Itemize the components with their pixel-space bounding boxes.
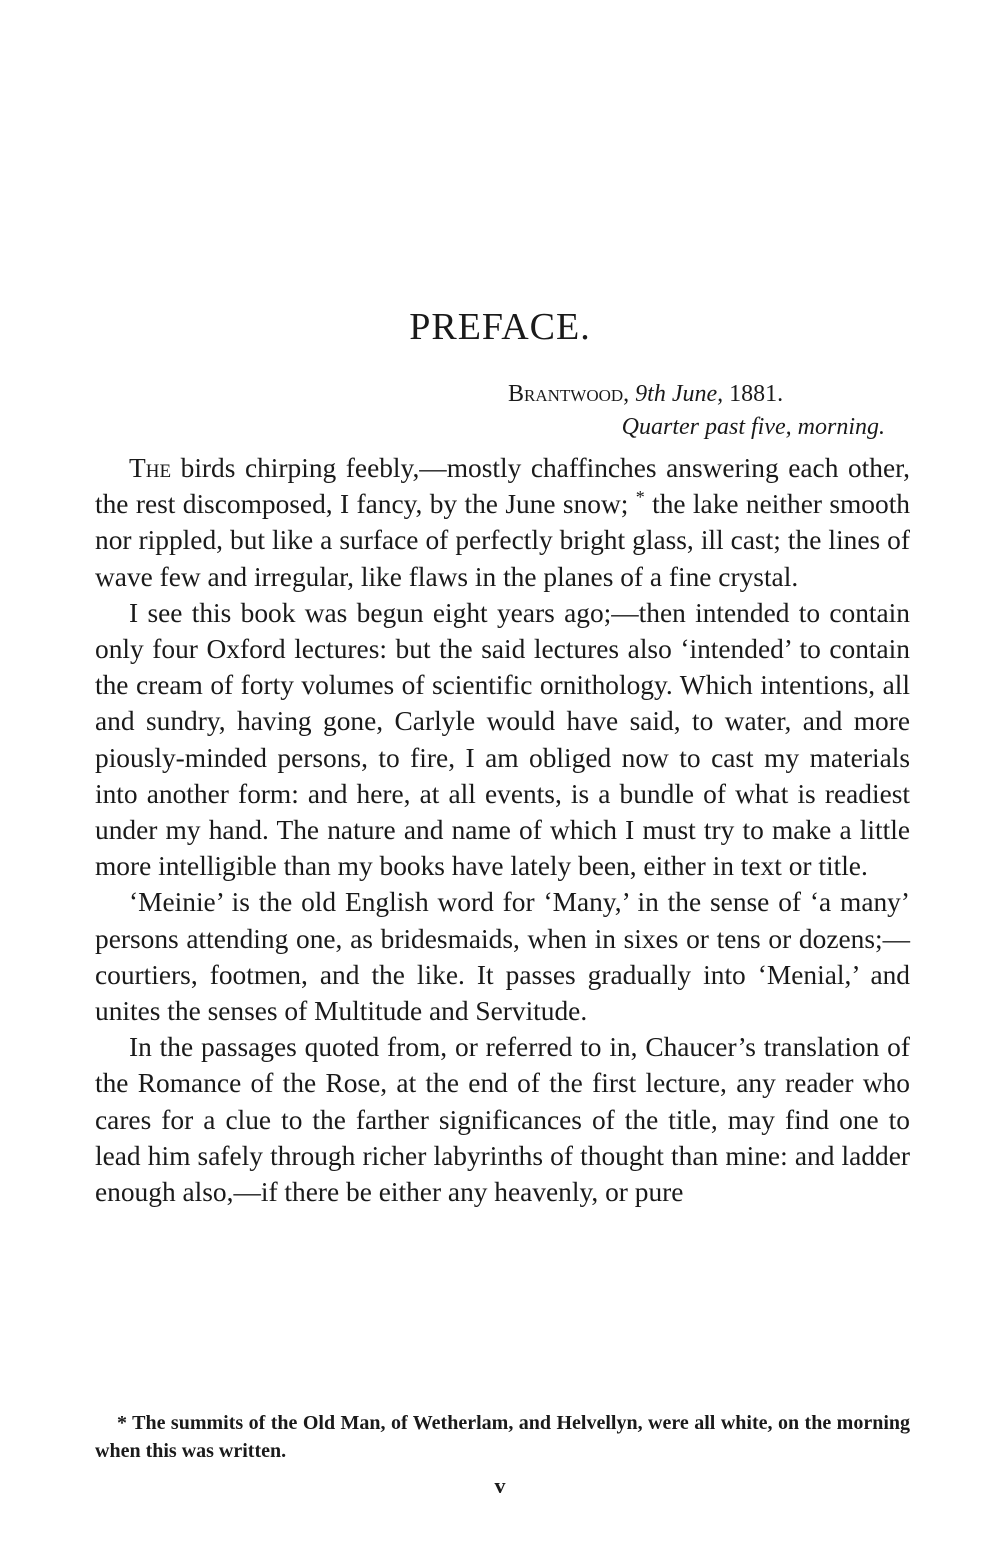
dateline-date: 9th June, xyxy=(635,381,724,407)
footnote: * The summits of the Old Man, of Wetherlam, and Helvellyn, were all white, on the morning when this was written. xyxy=(95,1412,910,1462)
paragraph-2: I see this book was begun eight years ago;—then intended to contain only four Oxford lectures: but the said lectures also ‘intended’ to contain the cream of forty volumes of scientific ornithology. Which intentions, all and sundry, having gone, Carlyle would have said, to water, and more piously-minded persons, to fire, I am obliged now to cast my materials into another form: and here, at all events, is a bundle of what is readiest under my hand. The nature and name of which I must try to make a little more intelligible than my books have lately been, either in text or title. xyxy=(95,597,910,882)
dateline-year: 1881. xyxy=(729,381,784,407)
paragraph-1 xyxy=(95,450,910,595)
dateline xyxy=(508,381,783,408)
paragraph-text: birds chirping feebly,—mostly chaffinches answering each other, the rest discomposed, I fancy, by the June snow; xyxy=(95,453,910,520)
dateline-place: Brantwood, xyxy=(508,381,630,407)
paragraph-4: In the passages quoted from, or referred to in, Chaucer’s translation of the Romance of the Rose, at the end of the first lecture, any reader who cares for a clue to the farther significances of the title, may find one to lead him safely through richer labyrinths of thought than mine: and ladder enough also,—if there be either any heavenly, or pure xyxy=(95,1032,910,1208)
dateline-time: Quarter past five, morning. xyxy=(621,414,885,440)
paragraph-lead-word: The xyxy=(129,453,172,483)
footnote-reference: * xyxy=(635,487,645,508)
page-title: PREFACE. xyxy=(409,306,591,348)
page-number: v xyxy=(494,1473,506,1498)
paragraph-3: ‘Meinie’ is the old English word for ‘Many,’ in the sense of ‘a many’ persons attending one, as bridesmaids, when in sixes or tens or dozens;—courtiers, footmen, and the like. It passes gradually into ‘Menial,’ and unites the senses of Multitude and Servitude. xyxy=(95,887,910,1027)
paragraph-text-continued: the lake neither smooth nor rippled, but like a surface of perfectly bright glass, ill cast; the lines of wave few and irregular, like flaws in the planes of a fine crystal. xyxy=(95,489,910,592)
preface-body xyxy=(95,450,910,1210)
